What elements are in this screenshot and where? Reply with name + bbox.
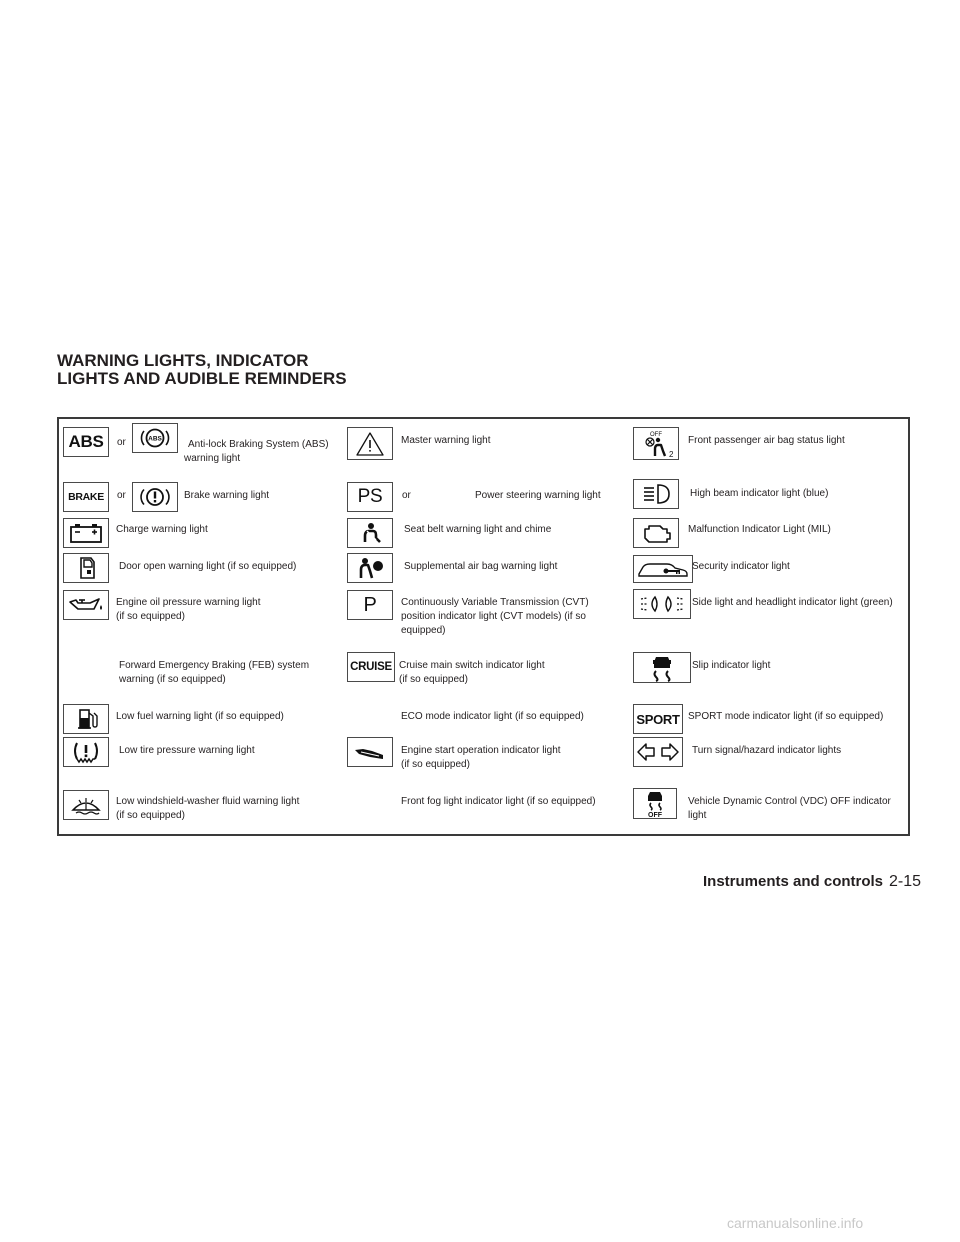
slip-indicator-label: Slip indicator light [692, 660, 771, 671]
master-warning-icon [347, 427, 393, 460]
mil-indicator-label: Malfunction Indicator Light (MIL) [688, 524, 831, 535]
oil-pressure-warning-label: Engine oil pressure warning light (if so equipped) [116, 597, 261, 622]
vdc-off-indicator-label: Vehicle Dynamic Control (VDC) OFF indicator light [688, 796, 891, 821]
or-label: or [117, 490, 126, 501]
section-heading-line-1: WARNING LIGHTS, INDICATOR [57, 351, 309, 370]
cruise-indicator-label: Cruise main switch indicator light (if so equipped) [399, 660, 545, 685]
off-text: OFF [648, 811, 662, 818]
vdc-off-icon [633, 788, 677, 819]
side-light-indicator-label: Side light and headlight indicator light (green) [692, 597, 893, 608]
security-indicator-label: Security indicator light [692, 561, 790, 572]
battery-icon [63, 518, 109, 548]
abs-circle-icon [132, 423, 178, 453]
seat-belt-icon [347, 518, 393, 548]
abs-text-icon: ABS [63, 427, 109, 457]
washer-fluid-warning-label: Low windshield-washer fluid warning light (if so equipped) [116, 796, 300, 821]
security-car-key-icon [633, 555, 693, 583]
door-open-icon [63, 553, 109, 583]
turn-signal-icon [633, 737, 683, 767]
eco-mode-indicator-label: ECO mode indicator light (if so equipped) [401, 711, 584, 722]
low-fuel-warning-label: Low fuel warning light (if so equipped) [116, 711, 284, 722]
cvt-indicator-label: Continuously Variable Transmission (CVT) position indicator light (CVT models) (if so equipped) [401, 597, 589, 636]
ps-text-icon: PS [347, 482, 393, 512]
page-number: 2-15 [889, 873, 922, 890]
power-steering-warning-label: Power steering warning light [475, 490, 601, 501]
sport-mode-indicator-label: SPORT mode indicator light (if so equipped) [688, 711, 884, 722]
or-label: or [402, 490, 411, 501]
airbag-warning-label: Supplemental air bag warning light [404, 561, 558, 572]
engine-start-indicator-label: Engine start operation indicator light (if so equipped) [401, 745, 561, 770]
svg-text:2: 2 [669, 449, 674, 459]
door-open-warning-label: Door open warning light (if so equipped) [119, 561, 297, 572]
abs-warning-label: Anti-lock Braking System (ABS) warning light [184, 439, 329, 464]
turn-signal-indicator-label: Turn signal/hazard indicator lights [692, 745, 842, 756]
tire-pressure-icon [63, 737, 109, 767]
feb-warning-label: Forward Emergency Braking (FEB) system warning (if so equipped) [119, 660, 310, 685]
section-heading-line-2: LIGHTS AND AUDIBLE REMINDERS [57, 369, 347, 388]
off-text: OFF [650, 431, 662, 438]
fog-light-indicator-label: Front fog light indicator light (if so equipped) [401, 796, 596, 807]
seat-belt-warning-label: Seat belt warning light and chime [404, 524, 552, 535]
brake-text-icon: BRAKE [63, 482, 109, 512]
brake-warning-label: Brake warning light [184, 490, 270, 501]
warning-lights-panel [57, 417, 910, 836]
slip-car-icon [633, 652, 691, 683]
engine-check-icon [633, 518, 679, 548]
watermark: carmanualsonline.info [727, 1215, 864, 1231]
engine-start-icon [347, 737, 393, 767]
master-warning-label: Master warning light [401, 435, 491, 446]
brake-circle-icon [132, 482, 178, 512]
charge-warning-label: Charge warning light [116, 524, 208, 535]
svg-text:ABS: ABS [148, 435, 162, 443]
airbag-icon [347, 553, 393, 583]
page-footer [703, 873, 921, 891]
or-label: or [117, 437, 126, 448]
side-light-icon [633, 589, 691, 619]
high-beam-indicator-label: High beam indicator light (blue) [690, 488, 829, 499]
cruise-text-icon: CRUISE [347, 652, 395, 682]
cvt-p-icon: P [347, 590, 393, 620]
oil-can-icon [63, 590, 109, 620]
low-tire-pressure-warning-label: Low tire pressure warning light [119, 745, 255, 756]
fuel-pump-icon [63, 704, 109, 734]
section-heading [57, 352, 347, 388]
washer-fluid-icon [63, 790, 109, 820]
passenger-airbag-status-label: Front passenger air bag status light [688, 435, 845, 446]
sport-text-icon: SPORT [633, 704, 683, 734]
high-beam-icon [633, 479, 679, 509]
footer-section-title: Instruments and controls [703, 873, 884, 890]
passenger-airbag-off-icon [633, 427, 679, 460]
